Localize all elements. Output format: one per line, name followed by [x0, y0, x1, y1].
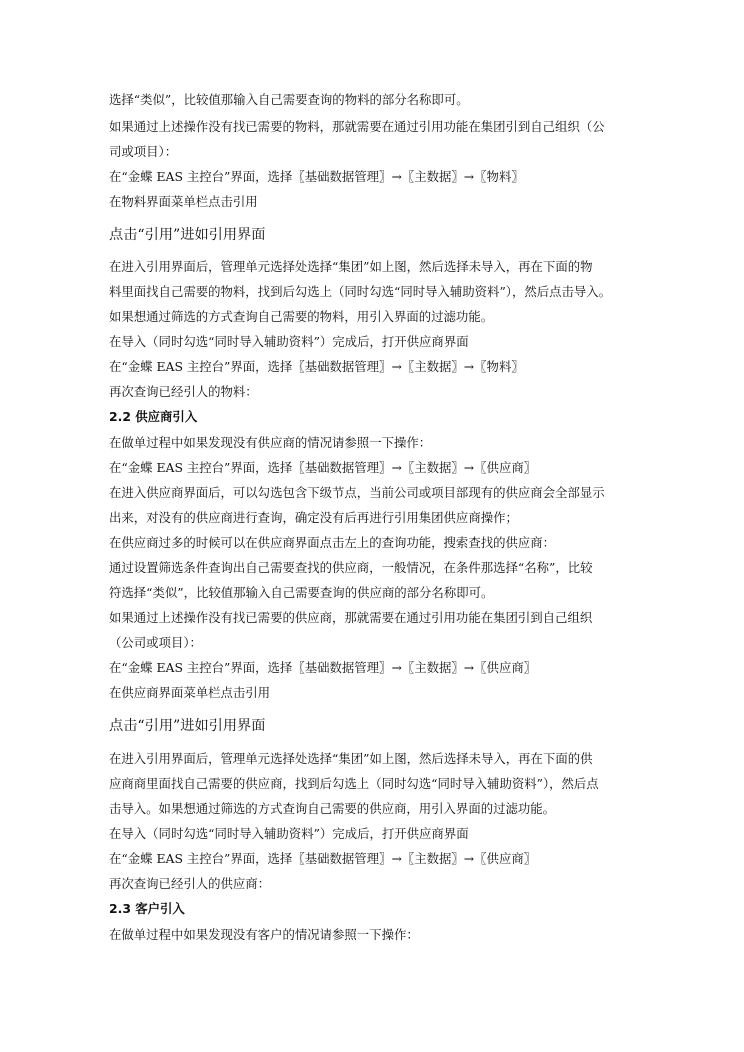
text-line: 在进入供应商界面后，可以勾选包含下级节点，当前公司或项目部现有的供应商会全部显示: [109, 485, 605, 500]
text-line: 通过设置筛选条件查询出自己需要查找的供应商，一般情况，在条件那选择“名称”，比较: [109, 560, 593, 575]
text-line: 在做单过程中如果发现没有客户的情况请参照一下操作：: [109, 927, 419, 942]
text-line: 如果通过上述操作没有找已需要的物料，那就需要在通过引用功能在集团引到自己组织（公: [109, 119, 605, 134]
step-heading: 点击“引用”进如引用界面: [109, 227, 266, 243]
text-line: 符选择“类似”，比较值那输入自己需要查询的供应商的部分名称即可。: [109, 585, 494, 600]
step-heading: 点击“引用”进如引用界面: [109, 718, 266, 734]
text-line: 在导入（同时勾选“同时导入辅助资料”）完成后，打开供应商界面: [109, 334, 469, 349]
text-line: 在“金蝶 EAS 主控台”界面，选择〖基础数据管理〗→〖主数据〗→〖物料〗: [109, 359, 524, 374]
section-heading: 2.2 供应商引入: [109, 409, 198, 424]
text-line: 在“金蝶 EAS 主控台”界面，选择〖基础数据管理〗→〖主数据〗→〖供应商〗: [109, 660, 537, 675]
text-line: 如果通过上述操作没有找已需要的供应商，那就需要在通过引用功能在集团引到自己组织: [109, 610, 593, 625]
text-line: 在供应商界面菜单栏点击引用: [109, 685, 271, 700]
text-line: （公司或项目）：: [109, 635, 202, 650]
text-line: 在导入（同时勾选“同时导入辅助资料”）完成后，打开供应商界面: [109, 826, 469, 841]
text-line: 再次查询已经引人的物料：: [109, 384, 258, 399]
text-line: 在供应商过多的时候可以在供应商界面点击左上的查询功能，搜索查找的供应商：: [109, 535, 556, 550]
section-heading: 2.3 客户引入: [109, 901, 185, 916]
text-line: 应商商里面找自己需要的供应商，找到后勾选上（同时勾选“同时导入辅助资料”），然后点: [109, 776, 599, 791]
text-line: 在“金蝶 EAS 主控台”界面，选择〖基础数据管理〗→〖主数据〗→〖供应商〗: [109, 851, 537, 866]
text-line: 司或项目）：: [109, 144, 178, 159]
text-line: 再次查询已经引人的供应商：: [109, 876, 271, 891]
text-line: 在物料界面菜单栏点击引用: [109, 194, 258, 209]
text-line: 在进入引用界面后，管理单元选择处选择“集团”如上图，然后选择未导入，再在下面的物: [109, 259, 593, 274]
text-line: 如果想通过筛选的方式查询自己需要的物料，用引入界面的过滤功能。: [109, 309, 494, 324]
text-line: 在做单过程中如果发现没有供应商的情况请参照一下操作：: [109, 435, 432, 450]
text-line: 选择“类似”，比较值那输入自己需要查询的物料的部分名称即可。: [109, 92, 469, 107]
text-line: 出来，对没有的供应商进行查询，确定没有后再进行引用集团供应商操作；: [109, 510, 518, 525]
text-line: 在进入引用界面后，管理单元选择处选择“集团”如上图，然后选择未导入，再在下面的供: [109, 751, 593, 766]
text-line: 在“金蝶 EAS 主控台”界面，选择〖基础数据管理〗→〖主数据〗→〖物料〗: [109, 169, 524, 184]
text-line: 料里面找自己需要的物料，找到后勾选上（同时勾选“同时导入辅助资料”），然后点击导入。: [109, 284, 612, 299]
text-line: 在“金蝶 EAS 主控台”界面，选择〖基础数据管理〗→〖主数据〗→〖供应商〗: [109, 460, 537, 475]
text-line: 击导入。如果想通过筛选的方式查询自己需要的供应商，用引入界面的过滤功能。: [109, 801, 556, 816]
